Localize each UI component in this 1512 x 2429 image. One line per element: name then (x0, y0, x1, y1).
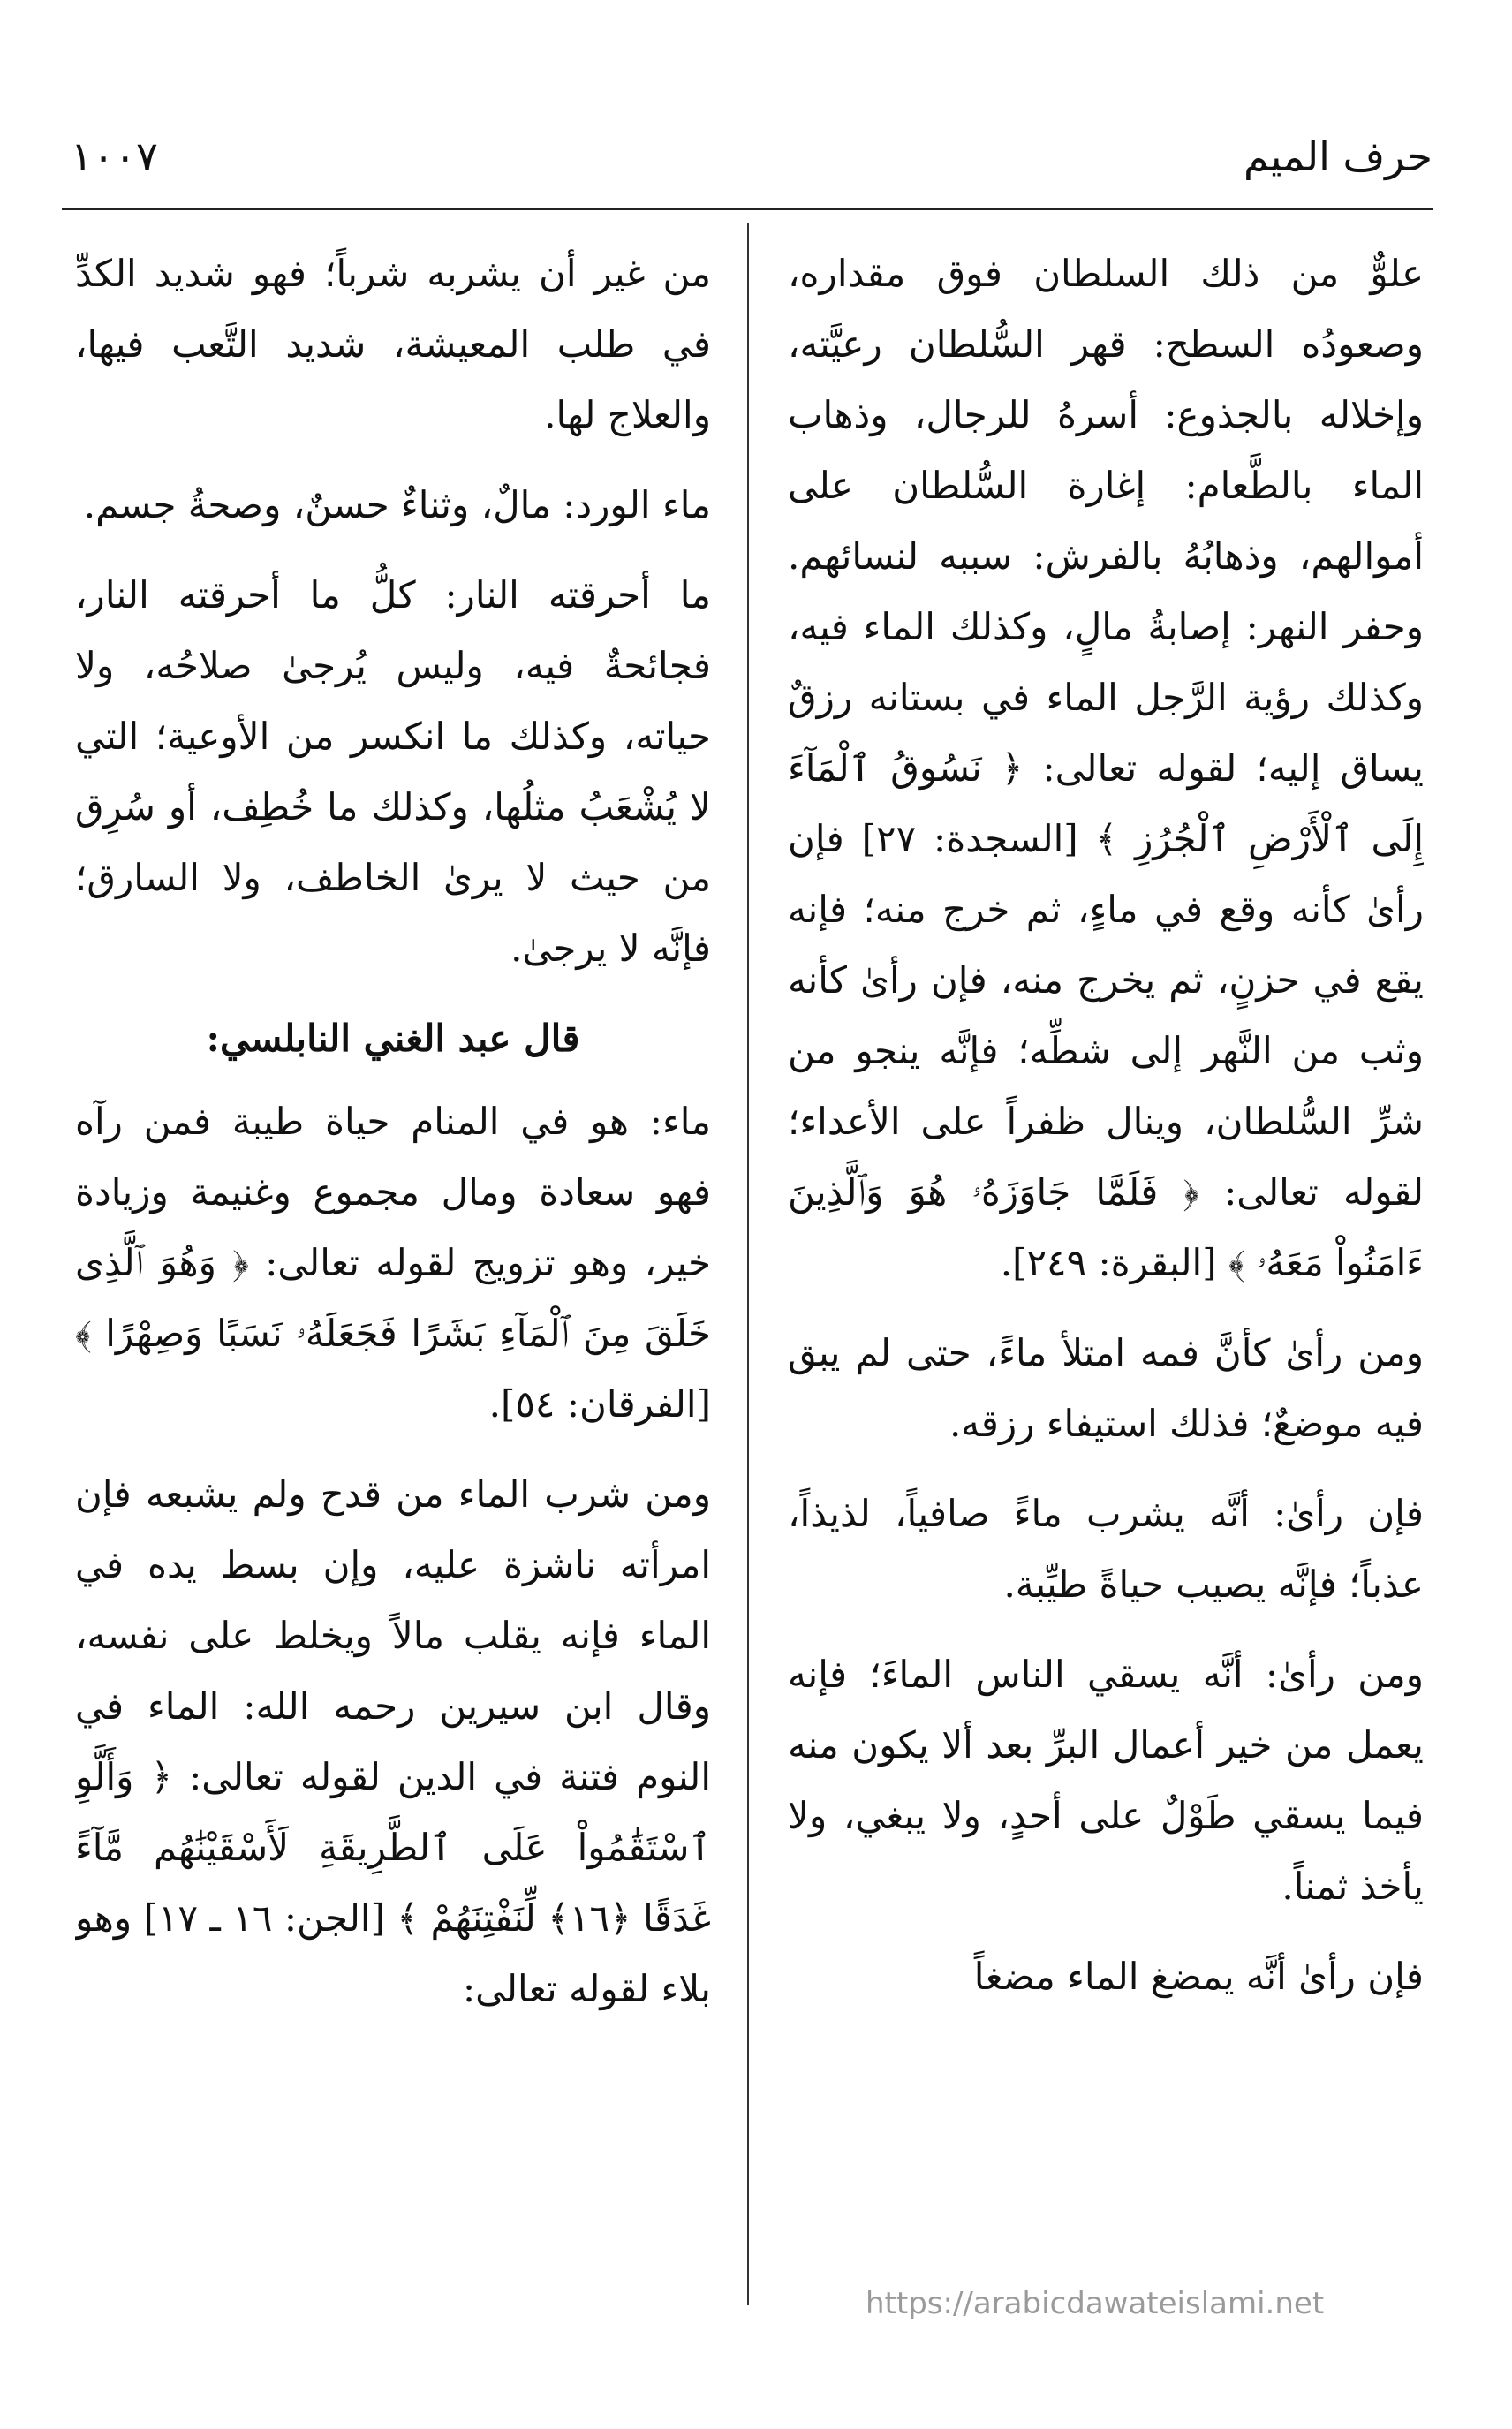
paragraph: ماء الورد: مالٌ، وثناءٌ حسنٌ، وصحةُ جسم. (83, 483, 711, 526)
right-column (788, 238, 1424, 2297)
paragraph: علوٌّ من ذلك السلطان فوق مقداره، وصعودُه السطح: قهر السُّلطان رعيَّته، وإخلاله بالجذوع: أسرهُ للرجال، وذهاب الماء بالطَّعام: إغارة السُّلطان على أموالهم، وذهابُهُ بالفرش: سببه لنسائهم. وحفر النهر: إصابةُ مالٍ، وكذلك الماء فيه، وكذلك رؤية الرَّجل الماء في بستانه رزقٌ يساق إليه؛ لقوله تعالى: ﴿ نَسُوقُ ٱلْمَآءَ إِلَى ٱلْأَرْضِ ٱلْجُرُزِ ﴾ [السجدة: ٢٧] فإن رأىٰ كأنه وقع في ماءٍ، ثم خرج منه؛ فإنه يقع في حزنٍ، ثم يخرج منه، فإن رأىٰ كأنه وثب من النَّهر إلى شطِّه؛ فإنَّه ينجو من شرِّ السُّلطان، وينال ظفراً على الأعداء؛ لقوله تعالى: ﴿ فَلَمَّا جَاوَزَهُۥ هُوَ وَٱلَّذِينَ ءَامَنُواْ مَعَهُۥ ﴾ [البقرة: ٢٤٩]. (788, 252, 1424, 1284)
paragraph: فإن رأىٰ أنَّه يمضغ الماء مضغاً (973, 1955, 1424, 1998)
paragraph: ومن رأىٰ كأنَّ فمه امتلأ ماءً، حتى لم يبق فيه موضعٌ؛ فذلك استيفاء رزقه. (788, 1331, 1424, 1445)
watermark-url: https://arabicdawateislami.net (866, 2286, 1325, 2321)
section-subheading: قال عبد الغني النابلسي: (206, 1017, 580, 1060)
paragraph: فإن رأىٰ: أنَّه يشرب ماءً صافياً، لذيذاً، عذباً؛ فإنَّه يصيب حياةً طيِّبة. (788, 1492, 1424, 1606)
page-number: ١٠٠٧ (71, 132, 158, 180)
paragraph: ماء: هو في المنام حياة طيبة فمن رآه فهو سعادة ومال مجموع وغنيمة وزيادة خير، وهو تزويج لقوله تعالى: ﴿ وَهُوَ ٱلَّذِى خَلَقَ مِنَ ٱلْمَآءِ بَشَرًا فَجَعَلَهُۥ نَسَبًا وَصِهْرًا ﴾ [الفرقان: ٥٤]. (75, 1100, 711, 1426)
paragraph: ما أحرقته النار: كلُّ ما أحرقته النار، فجائحةٌ فيه، وليس يُرجىٰ صلاحُه، ولا حياته، وكذلك ما انكسر من الأوعية؛ التي لا يُشْعَبُ مثلُها، وكذلك ما خُطِف، أو سُرِق من حيث لا يرىٰ الخاطف، ولا السارق؛ فإنَّه لا يرجىٰ. (75, 573, 711, 970)
header-rule (62, 208, 1433, 210)
left-column (75, 238, 711, 2297)
running-title: حرف الميم (1243, 132, 1433, 180)
column-divider (747, 223, 749, 2305)
paragraph: ومن رأىٰ: أنَّه يسقي الناس الماءَ؛ فإنه يعمل من خير أعمال البرِّ بعد ألا يكون منه فيما يسقي طَوْلٌ على أحدٍ، ولا يبغي، ولا يأخذ ثمناً. (788, 1653, 1424, 1908)
paragraph: ومن شرب الماء من قدح ولم يشبعه فإن امرأته ناشزة عليه، وإن بسط يده في الماء فإنه يقلب مالاً ويخلط على نفسه، وقال ابن سيرين رحمه الله: الماء في النوم فتنة في الدين لقوله تعالى: ﴿ وَأَلَّوِ ٱسْتَقَٰمُواْ عَلَى ٱلطَّرِيقَةِ لَأَسْقَيْنَٰهُم مَّآءً غَدَقًا ﴿١٦﴾ لِّنَفْتِنَهُمْ ﴾ [الجن: ١٦ ـ ١٧] وهو بلاء لقوله تعالى: (75, 1472, 711, 2010)
paragraph: من غير أن يشربه شرباً؛ فهو شديد الكدِّ في طلب المعيشة، شديد التَّعب فيها، والعلاج لها. (75, 252, 711, 436)
page-header (62, 132, 1433, 203)
